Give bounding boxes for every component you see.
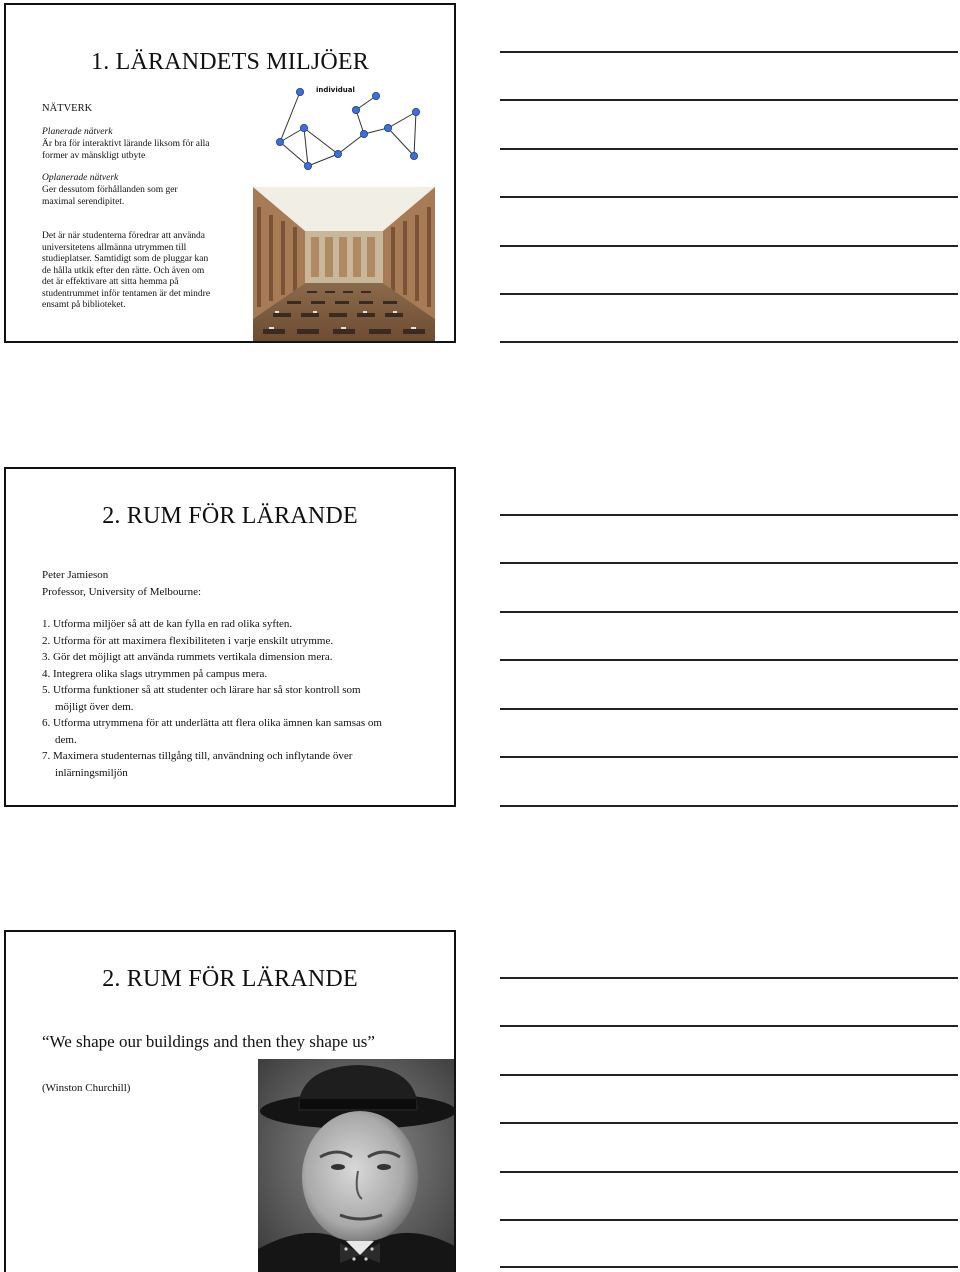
note-line [500, 977, 958, 979]
unplanned-heading: Oplanerade nätverk [42, 173, 119, 183]
list-item: 6. Utforma utrymmena för att underlätta att flera olika ämnen kan samsas om [42, 717, 382, 729]
note-line [500, 1025, 958, 1027]
paragraph [42, 231, 242, 312]
slide-1 [4, 3, 456, 343]
list-item-continuation: inlärningsmiljön [55, 766, 128, 779]
node [304, 162, 311, 169]
unplanned-line-1: Ger dessutom förhållanden som ger [42, 185, 178, 195]
note-line [500, 245, 958, 247]
quote-attribution: (Winston Churchill) [42, 1082, 131, 1094]
network-diagram [268, 82, 438, 182]
slide-title: 1. LÄRANDETS MILJÖER [91, 49, 369, 75]
node [410, 152, 417, 159]
note-line [500, 1171, 958, 1173]
note-line [500, 1219, 958, 1221]
planned-line-1: Är bra för interaktivt lärande liksom för alla [42, 139, 210, 149]
note-line [500, 659, 958, 661]
list-item: 5. Utforma funktioner så att studenter och lärare har så stor kontroll som [42, 684, 361, 696]
node [300, 124, 307, 131]
note-line [500, 341, 958, 343]
node [296, 88, 303, 95]
paragraph-line: Det är när studenterna föredrar att använda [42, 231, 205, 241]
principles-list [42, 616, 382, 781]
note-line [500, 756, 958, 758]
note-line [500, 805, 958, 807]
node [276, 138, 283, 145]
node [412, 108, 419, 115]
list-item-continuation: dem. [55, 733, 77, 746]
paragraph-line: ensamt på biblioteket. [42, 300, 126, 310]
list-item-continuation: möjligt över dem. [55, 700, 134, 713]
note-line [500, 708, 958, 710]
note-line [500, 99, 958, 101]
note-line [500, 196, 958, 198]
slide-title: 2. RUM FÖR LÄRANDE [102, 503, 358, 529]
note-line [500, 51, 958, 53]
paragraph-line: universitetens allmänna utrymmen till [42, 242, 187, 253]
node [384, 124, 391, 131]
list-item: 4. Integrera olika slags utrymmen på campus mera. [42, 667, 268, 680]
list-item: 1. Utforma miljöer så att de kan fylla en rad olika syften. [42, 618, 293, 630]
node [360, 130, 367, 137]
paragraph-line: de hålla utkik efter den rätte. Och även om [42, 265, 205, 276]
section-label: NÄTVERK [42, 103, 93, 114]
list-item: 2. Utforma för att maximera flexibiliteten i varje enskilt utrymme. [42, 634, 334, 647]
note-line [500, 293, 958, 295]
planned-heading: Planerade nätverk [42, 127, 113, 137]
quote: “We shape our buildings and then they shape us” [42, 1032, 375, 1051]
note-line [500, 1122, 958, 1124]
paragraph-line: studentrummet inför tentamen är det mindre [42, 288, 211, 299]
note-line [500, 611, 958, 613]
author-name: Peter Jamieson [42, 569, 109, 581]
list-item: 3. Gör det möjligt att använda rummets vertikala dimension mera. [42, 651, 333, 663]
list-item: 7. Maximera studenternas tillgång till, användning och inflytande över [42, 750, 353, 762]
library-reading-room-photo [253, 187, 435, 343]
note-line [500, 514, 958, 516]
note-line [500, 562, 958, 564]
unplanned-line-2: maximal serendipitet. [42, 197, 125, 207]
node [372, 92, 379, 99]
paragraph-line: det är effektivare att sitta hemma på [42, 277, 179, 287]
planned-line-2: former av mänskligt utbyte [42, 151, 146, 161]
paragraph-line: studieplatser. Samtidigt som de pluggar kan [42, 254, 209, 264]
note-line [500, 1266, 958, 1268]
author-affiliation: Professor, University of Melbourne: [42, 586, 202, 598]
diagram-label: individual [316, 86, 355, 94]
note-line [500, 1074, 958, 1076]
slide-3 [4, 930, 456, 1272]
node [334, 150, 341, 157]
slide-2 [4, 467, 456, 807]
churchill-portrait-photo [258, 1059, 456, 1272]
node [352, 106, 359, 113]
slide-title: 2. RUM FÖR LÄRANDE [102, 966, 358, 992]
note-line [500, 148, 958, 150]
